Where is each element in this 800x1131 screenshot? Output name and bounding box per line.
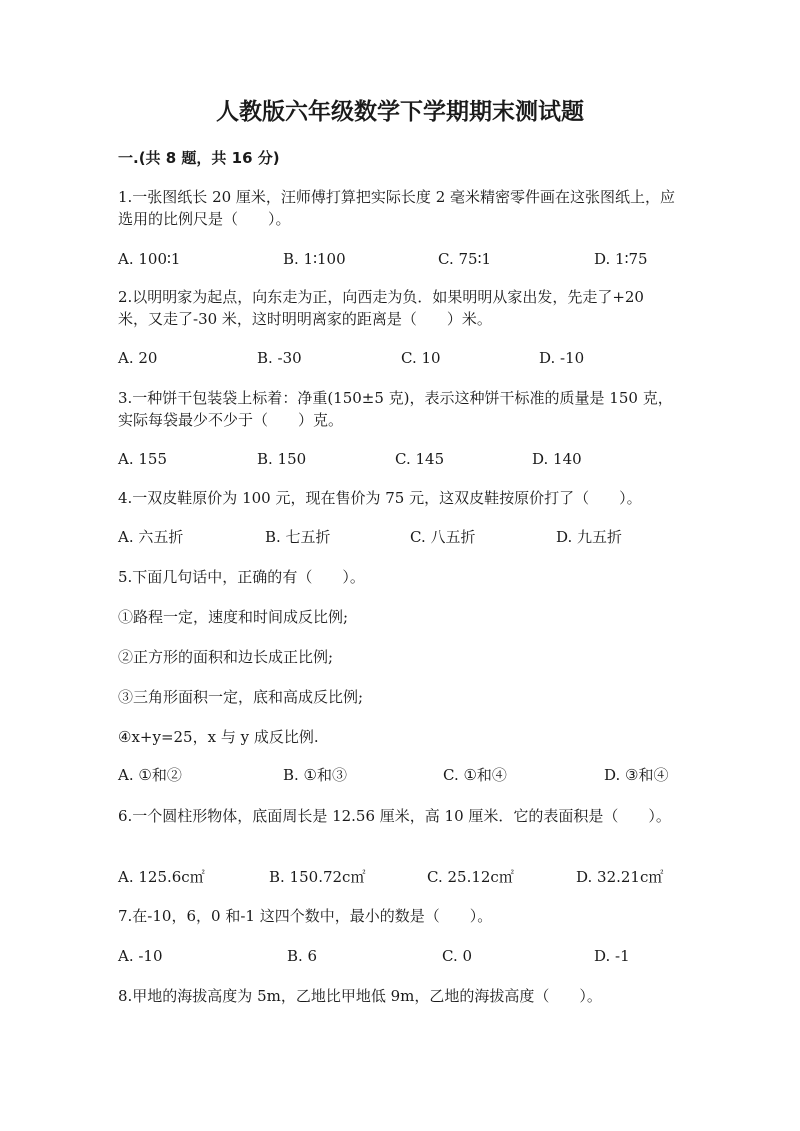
question-5-statement-4: ④x+y=25，x 与 y 成反比例. xyxy=(118,728,319,746)
question-1-option-a[interactable]: A. 100∶1 xyxy=(118,250,181,268)
question-6-option-c[interactable]: C. 25.12c㎡ xyxy=(427,868,514,886)
question-5-options xyxy=(118,764,718,786)
page-title: 人教版六年级数学下学期期末测试题 xyxy=(216,99,584,125)
question-1-option-c[interactable]: C. 75∶1 xyxy=(438,250,492,268)
question-4-option-c[interactable]: C. 八五折 xyxy=(410,528,476,546)
question-7-option-a[interactable]: A. -10 xyxy=(118,947,163,965)
question-1-text: 1.一张图纸长 20 厘米，汪师傅打算把实际长度 2 毫米精密零件画在这张图纸上，应选用的比例尺是（ ）。 xyxy=(118,188,676,228)
question-7-text: 7.在-10，6，0 和-1 这四个数中，最小的数是（ ）。 xyxy=(118,907,493,925)
question-5-option-c[interactable]: C. ①和④ xyxy=(443,766,507,784)
section-heading: 一.(共 8 题，共 16 分) xyxy=(118,149,280,167)
question-2-option-c[interactable]: C. 10 xyxy=(401,349,441,367)
question-7-option-b[interactable]: B. 6 xyxy=(287,947,318,965)
question-7-option-d[interactable]: D. -1 xyxy=(594,947,630,965)
question-3-option-a[interactable]: A. 155 xyxy=(118,450,167,468)
question-6-option-a[interactable]: A. 125.6c㎡ xyxy=(118,868,205,886)
question-2-text: 2.以明明家为起点，向东走为正，向西走为负．如果明明从家出发，先走了+20 米，又走了-30 米，这时明明离家的距离是（ ）米。 xyxy=(118,288,644,328)
question-5-option-d[interactable]: D. ③和④ xyxy=(604,766,669,784)
question-3-text: 3.一种饼干包装袋上标着：净重(150±5 克)，表示这种饼干标准的质量是 150 克，实际每袋最少不少于（ ）克。 xyxy=(118,389,673,429)
question-1-option-b[interactable]: B. 1∶100 xyxy=(283,250,346,268)
question-1-options xyxy=(118,248,718,270)
question-2-option-a[interactable]: A. 20 xyxy=(118,349,158,367)
question-3-option-c[interactable]: C. 145 xyxy=(395,450,445,468)
question-5-text: 5.下面几句话中，正确的有（ ）。 xyxy=(118,568,365,586)
question-5-statement-3: ③三角形面积一定，底和高成反比例; xyxy=(118,688,364,706)
question-7-options xyxy=(118,945,718,967)
question-2-option-b[interactable]: B. -30 xyxy=(257,349,302,367)
question-5-statement-2: ②正方形的面积和边长成正比例; xyxy=(118,648,334,666)
question-2-option-d[interactable]: D. -10 xyxy=(539,349,585,367)
question-4-text: 4.一双皮鞋原价为 100 元，现在售价为 75 元，这双皮鞋按原价打了（ ）。 xyxy=(118,489,642,507)
question-4-options xyxy=(118,526,718,548)
question-4-option-b[interactable]: B. 七五折 xyxy=(265,528,331,546)
question-6-option-b[interactable]: B. 150.72c㎡ xyxy=(269,868,366,886)
question-1-option-d[interactable]: D. 1∶75 xyxy=(594,250,648,268)
question-5-option-b[interactable]: B. ①和③ xyxy=(283,766,348,784)
question-4-option-d[interactable]: D. 九五折 xyxy=(556,528,623,546)
question-6-text: 6.一个圆柱形物体，底面周长是 12.56 厘米，高 10 厘米．它的表面积是（ ）。 xyxy=(118,807,671,825)
question-3-option-b[interactable]: B. 150 xyxy=(257,450,307,468)
question-3-option-d[interactable]: D. 140 xyxy=(532,450,582,468)
question-5-statement-1: ①路程一定，速度和时间成反比例; xyxy=(118,608,349,626)
question-5-option-a[interactable]: A. ①和② xyxy=(118,766,182,784)
question-3-options xyxy=(118,448,718,470)
question-2-options xyxy=(118,347,718,369)
question-6-option-d[interactable]: D. 32.21c㎡ xyxy=(576,868,664,886)
question-8-text: 8.甲地的海拔高度为 5m，乙地比甲地低 9m，乙地的海拔高度（ ）。 xyxy=(118,987,602,1005)
question-4-option-a[interactable]: A. 六五折 xyxy=(118,528,184,546)
question-7-option-c[interactable]: C. 0 xyxy=(442,947,473,965)
question-6-options xyxy=(118,866,718,888)
